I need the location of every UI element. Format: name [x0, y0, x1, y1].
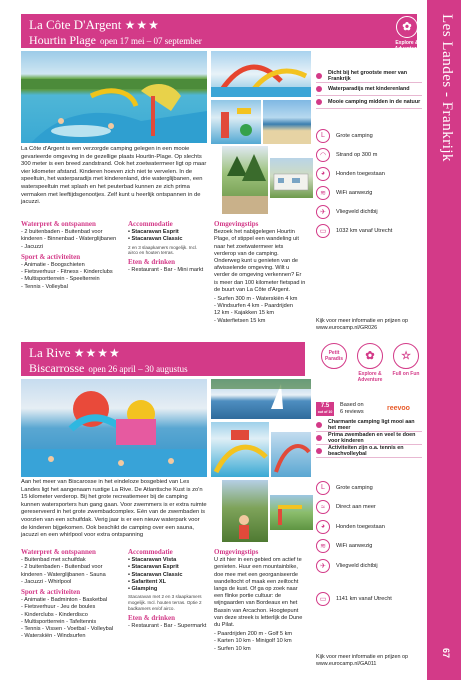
full-on-fun-badge: ☆ Full on Fun — [388, 343, 424, 377]
dog-icon: ◕ — [316, 167, 330, 181]
lake-icon: ≈ — [316, 500, 330, 514]
bullet-icon — [316, 73, 322, 79]
omgevingstips-block — [214, 549, 306, 653]
lake-photo — [211, 379, 311, 419]
waterpret-line: - Buitenbad met schuifdak — [21, 557, 86, 564]
info-link[interactable]: Kijk voor meer informatie en prijzen op www.eurocamp.nl/GR026 — [316, 318, 408, 331]
features-list — [316, 126, 422, 240]
waterpark-photo — [21, 379, 207, 477]
reevoo-logo: reevoo — [387, 405, 410, 412]
highlight-item: Charmante camping ligt mooi aan het meer — [316, 419, 422, 432]
waterpret-line: kinderen - Waterglijbanen - Sauna — [21, 571, 106, 578]
waterpret-line: - Jacuzzi - Whirlpool — [21, 578, 72, 585]
campsite-title: La Rive — [29, 345, 71, 360]
omgevingstips-line: - Karten 10 km - Minigolf 10 km — [214, 638, 292, 645]
sport-line: - Fietsverhuur - Fitness - Kinderclubs — [21, 269, 113, 276]
info-link[interactable]: Kijk voor meer informatie en prijzen op www.eurocamp.nl/GA011 — [316, 654, 408, 667]
open-period: open 26 april – 30 augustus — [88, 364, 188, 374]
highlight-item: Mooie camping midden in de natuur — [316, 96, 422, 109]
accommodation-item: • Stacaravan Esprit — [128, 564, 179, 571]
pool-photo — [211, 422, 269, 477]
campsite-title: La Côte D'Argent — [29, 17, 122, 32]
tent-icon: L — [316, 481, 330, 495]
sport-line: - Multisportterrein - Speelterrein — [21, 276, 100, 283]
page-number: 67 — [441, 648, 451, 659]
eten-line: - Restaurant - Bar - Mini markt — [128, 267, 204, 274]
footprint-icon: ✿ — [396, 16, 418, 38]
bullet-icon — [316, 422, 322, 428]
waterpret-block — [21, 549, 121, 640]
accommodation-title: Accommodatie — [128, 548, 173, 556]
campsite-header — [21, 14, 417, 48]
accommodation-title: Accommodatie — [128, 220, 173, 228]
sport-line: - Tennis - Vissen - Voetbal - Volleybal — [21, 626, 114, 633]
dog-icon: ◕ — [316, 520, 330, 534]
sport-line: - Tennis - Volleybal — [21, 283, 68, 290]
star-rating: ★★★★ — [73, 346, 121, 360]
highlights-list — [316, 419, 422, 458]
sport-line: - Fietsverhuur - Jeu de boules — [21, 604, 96, 611]
star-icon: ☆ — [393, 343, 419, 369]
eten-title: Eten & drinken — [128, 613, 176, 622]
accommodation-note: 2 en 3 slaapkamers mogelijk. Incl. airco en houten terras. — [128, 244, 198, 256]
sport-line: - Animatie - Boogschieten — [21, 262, 85, 269]
omgevingstips-text: Bezoek het nabijgelegen Hourtin Plage, of stippel een wandeling uit naar het zoetwatermeer iets verderop van de camping. Onderweg kunt u genieten van de afwisselende omgeving. Wilt u verder de omgeving verkennen? Er is meer dan 100 kilometer fietspad in de buurt van La Côte d'Argent. — [214, 229, 306, 293]
accommodation-note: Stacaravan met 2 en 3 slaapkamers mogelijk. Incl. houten terras. Optie 2 badkamers en/of airco. — [128, 594, 202, 611]
wifi-icon: ≋ — [316, 539, 330, 553]
bullet-icon — [316, 99, 322, 105]
petit-paradis-logo: Petit Paradis — [321, 343, 347, 369]
campsite-place: Biscarrosse — [29, 361, 85, 375]
sport-title: Sport & activiteiten — [21, 588, 81, 597]
accommodation-block — [128, 221, 208, 275]
pool-photo — [21, 51, 207, 143]
omgevingstips-line: - Surfen 10 km — [214, 645, 251, 652]
omgevingstips-title: Omgevingstips — [214, 220, 259, 228]
feature-row: L Grote camping — [316, 126, 422, 145]
wifi-icon: ≋ — [316, 186, 330, 200]
omgevingstips-line: - Windsurfen 4 km - Paardrijden — [214, 303, 293, 310]
highlight-item: Activiteiten zijn o.a. tennis en beachvolleybal — [316, 445, 422, 458]
omgevingstips-line: 12 km - Kajakken 15 km — [214, 310, 275, 317]
explore-badge: ✿ Explore & Adventure — [352, 343, 388, 383]
feature-row: ≋ WiFi aanwezig — [316, 537, 422, 557]
feature-row: ✈ Vliegveld dichtbij — [316, 556, 422, 576]
sport-line: - Waterskiën - Windsurfen — [21, 633, 86, 640]
feature-row: L Grote camping — [316, 478, 422, 498]
campsite-header — [21, 342, 305, 376]
omgevingstips-line: - Paardrijden 200 m - Golf 5 km — [214, 631, 293, 638]
petit-paradis-badge — [316, 343, 352, 371]
waterpret-title: Waterpret & ontspannen — [21, 220, 96, 228]
waterpret-line: - 2 buitenbaden - Buitenbad voor — [21, 229, 103, 236]
sport-line: - Multisportterrein - Tafeltennis — [21, 618, 97, 625]
waterpret-title: Waterpret & ontspannen — [21, 548, 96, 556]
features-list — [316, 478, 422, 609]
sport-line: - Animatie - Badminton - Basketbal — [21, 597, 108, 604]
bullet-icon — [316, 435, 322, 441]
accommodation-item: • Stacaravan Vista — [128, 557, 177, 564]
bullet-icon — [316, 86, 322, 92]
waterpret-line: - 2 buitenbaden - Buitenbad voor — [21, 564, 103, 571]
waterpret-line: - Jacuzzi — [21, 243, 44, 250]
omgevingstips-block — [214, 221, 306, 325]
campsite-intro: La Côte d'Argent is een verzorgde camping gelegen in een mooie gevarieerde omgeving in de gezellige plaats Hourtin-Plage. Op slechts 300 meter is een breed zandstrand. Ook het zoetwatermeer ligt op maar vier kilometer afstand. Kinderen hoeven zich niet te vervelen. In de speeltuin, het waterparadijs met kinderenland, drie waterglijbanen, een waterspeeltuin met splash en het peuterbad kunnen ze zich prima vermaken met leeftijdsgenootjes. Zelf kunt u heerlijk ontspannen in de jacuzzi. — [21, 146, 207, 206]
highlight-item: Prima zwembaden en veel te doen voor kinderen — [316, 432, 422, 445]
beach-photo — [263, 100, 311, 144]
star-rating: ★★★ — [124, 18, 160, 32]
accommodation-item: • Safaritent XL — [128, 578, 167, 585]
pine-forest-photo — [222, 146, 268, 214]
side-bar — [427, 0, 461, 680]
region-label: Les Landes - Frankrijk — [439, 14, 455, 163]
tent-icon: L — [316, 129, 330, 143]
car-icon: ▭ — [316, 592, 330, 606]
car-icon: ▭ — [316, 224, 330, 238]
feature-row: ≈ Direct aan meer — [316, 498, 422, 518]
bullet-icon — [316, 448, 322, 454]
forest-photo — [222, 480, 268, 542]
omgevingstips-line: - Surfen 300 m - Waterskiën 4 km — [214, 296, 298, 303]
campsite-intro: Aan het meer van Biscarosse in het eindeloze bosgebied van Les Landes ligt het aangenaam rustige La Rive. De Atlantische Kust is zo'n 15 kilometer verderop. Bij het grote recreatiemeer bij de camping kunnen watersporters hun gang gaan. Voor zwemmers is er extra ruimte gereserveerd in het grote zwembadcomplex. Eén van de zwembaden is voorzien van een schuifdak. Verig jaar is er een nieuw waterpark voor de kinderen bijgekomen. Ook beschikt de camping over een sauna, jacuzzi en een whirlpool voor extra ontspanning — [21, 479, 207, 539]
playground-photo — [270, 495, 313, 530]
feature-row: ◠ Strand op 300 m — [316, 145, 422, 164]
sport-title: Sport & activiteiten — [21, 252, 81, 261]
waterpark-photo — [211, 100, 261, 144]
explore-badge: ✿ Explore & Adventure — [389, 16, 425, 52]
accommodation-block — [128, 549, 210, 630]
accommodation-item: • Glamping — [128, 586, 158, 593]
score-box: 7.5 out of 10 — [317, 403, 333, 414]
feature-row: ≋ WiFi aanwezig — [316, 183, 422, 202]
eten-title: Eten & drinken — [128, 258, 176, 267]
omgevingstips-title: Omgevingstips — [214, 548, 259, 556]
pool-slide-photo — [271, 432, 311, 477]
airplane-icon: ✈ — [316, 559, 330, 573]
feature-row: ✈ Vliegveld dichtbij — [316, 202, 422, 221]
feature-row: ◕ Honden toegestaan — [316, 517, 422, 537]
beach-icon: ◠ — [316, 148, 330, 162]
feature-row: ▭ 1141 km vanaf Utrecht — [316, 590, 422, 610]
accommodation-item: • Stacaravan Classic — [128, 571, 183, 578]
eten-line: - Restaurant - Bar - Supermarkt — [128, 622, 207, 629]
accommodation-item: • Stacaravan Classic — [128, 236, 183, 243]
feature-row: ◕ Honden toegestaan — [316, 164, 422, 183]
mobile-home-photo — [270, 158, 313, 198]
airplane-icon: ✈ — [316, 205, 330, 219]
open-period: open 17 mei – 07 september — [100, 36, 202, 46]
waterpret-line: kinderen - Binnenbad - Waterglijbanen — [21, 236, 117, 243]
omgevingstips-text: U zit hier in een gebied om actief te genieten. Huur een mountainbike, doe mee met een georganiseerde wandeltocht of maak een zeiltocht langs de kust. Of ga op zoek naar een flinke portie cultuur: de wijngaarden van Bordeaux en het Bassin van Arcachon. Hoogtepunt van deze streek is letterlijk de Dune du Pilat. — [214, 557, 303, 629]
highlight-item: Waterparadijs met kinderenland — [316, 83, 422, 96]
highlights-list — [316, 70, 422, 109]
footprint-icon: ✿ — [357, 343, 383, 369]
slide-photo — [211, 51, 311, 97]
accommodation-item: • Stacaravan Esprit — [128, 229, 179, 236]
omgevingstips-line: - Waterfietsen 15 km — [214, 317, 266, 324]
review-score: 7.5 out of 10 Based on 6 reviews — [317, 402, 364, 415]
feature-row: ▭ 1032 km vanaf Utrecht — [316, 221, 422, 240]
sport-line: - Kinderclubs - Kinderdisco — [21, 611, 88, 618]
waterpret-block — [21, 221, 121, 291]
campsite-place: Hourtin Plage — [29, 33, 96, 47]
highlight-item: Dicht bij het grootste meer van Frankrijk — [316, 70, 422, 83]
